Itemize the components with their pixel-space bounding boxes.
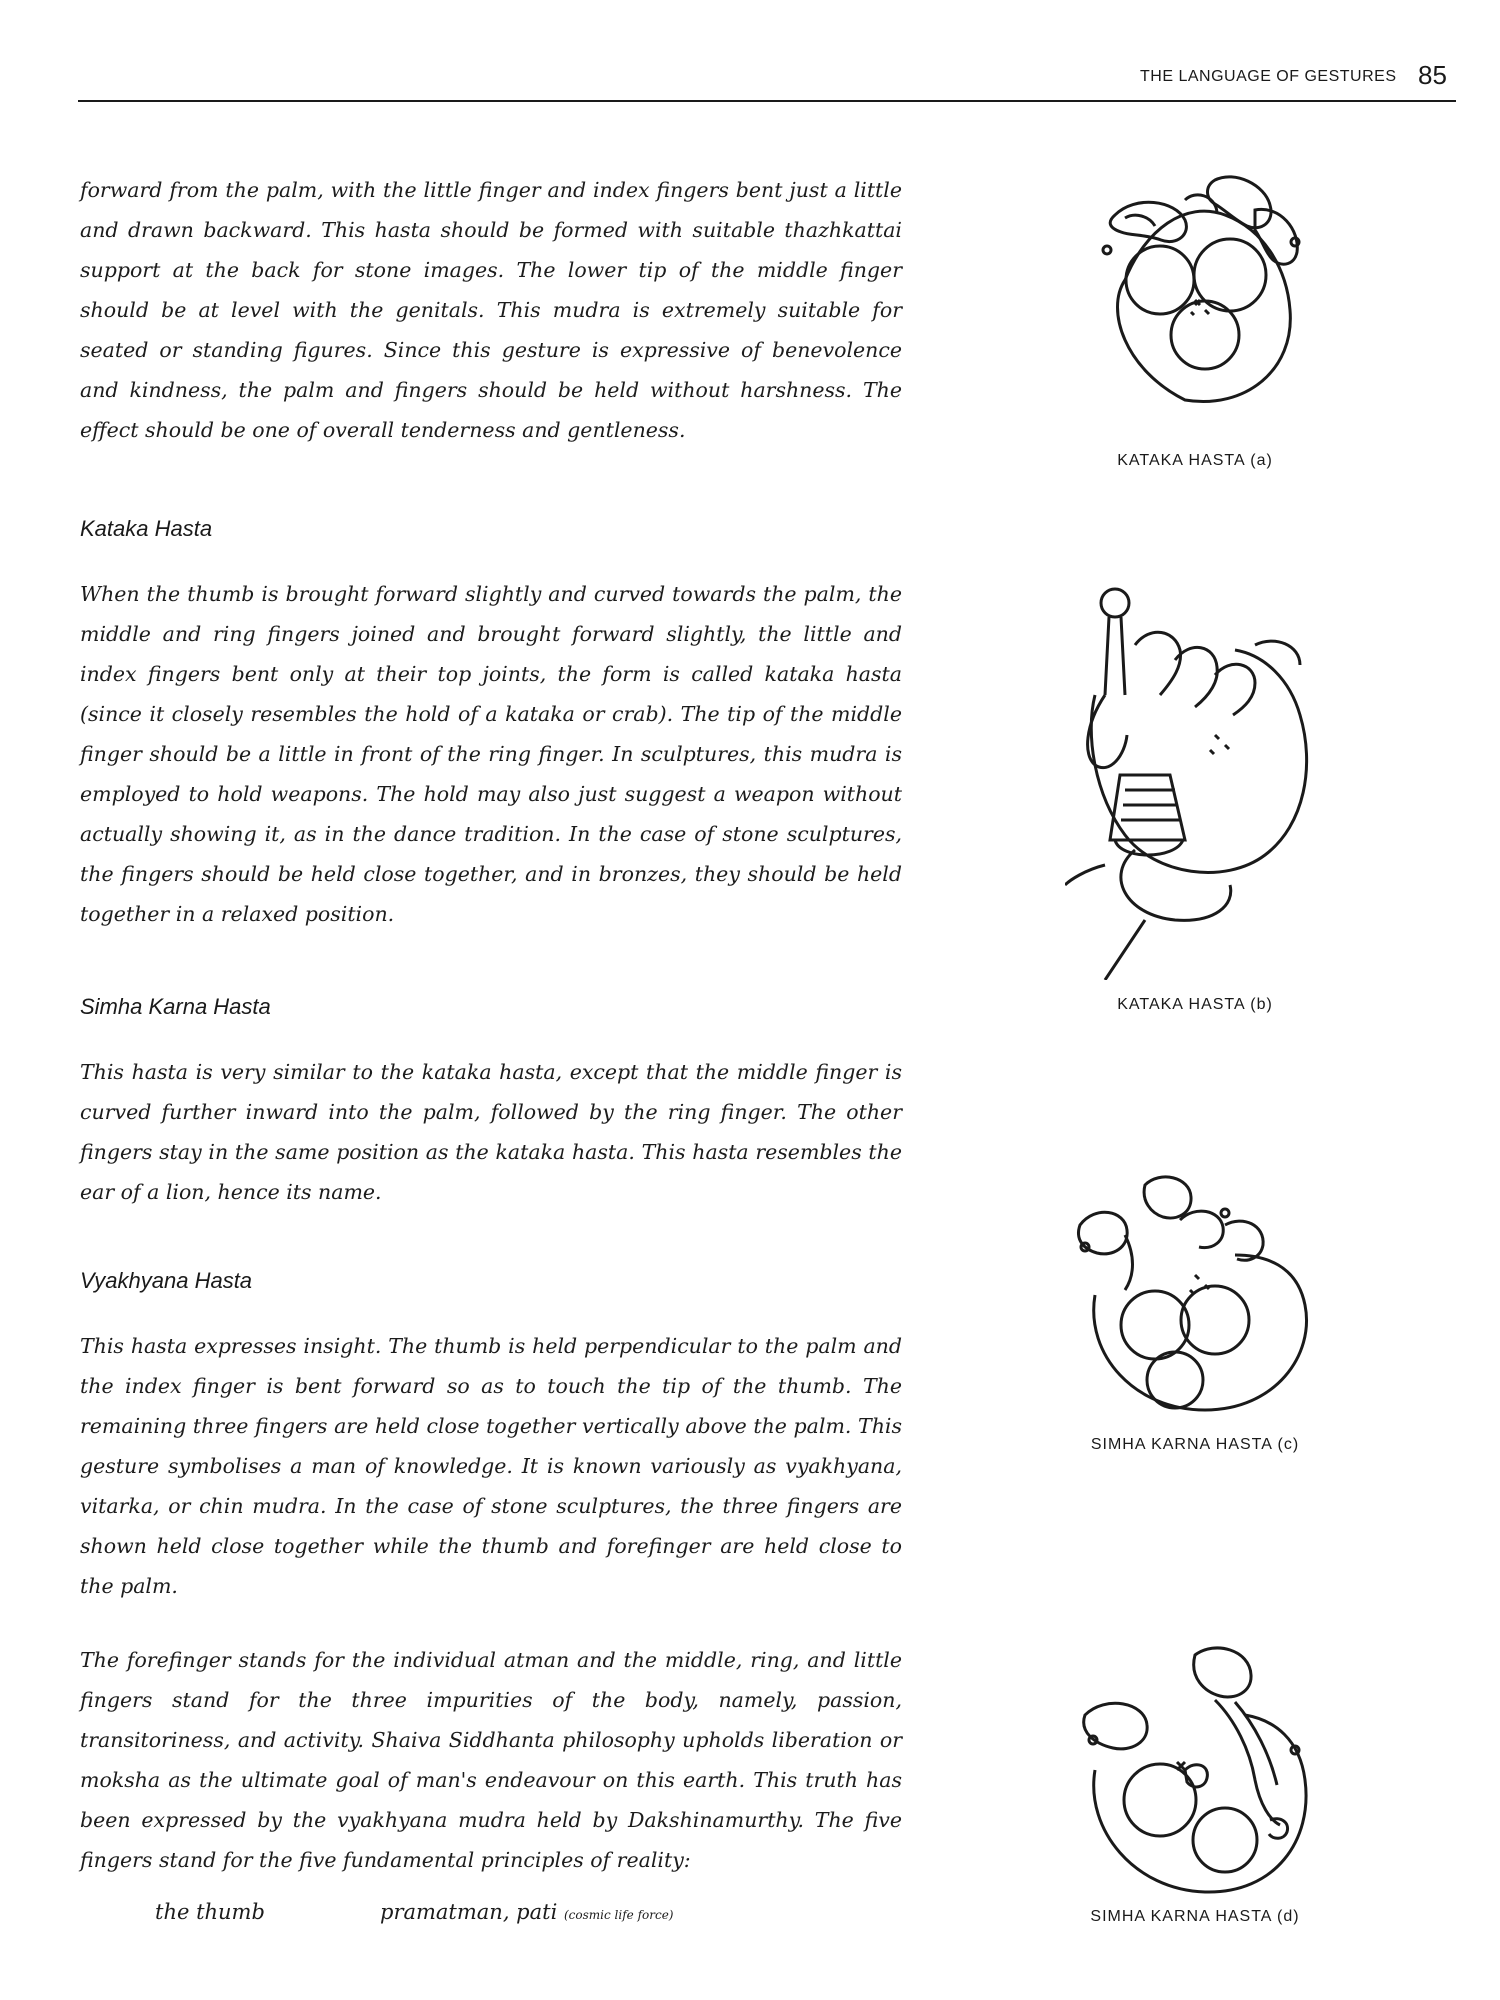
- body-paragraph: The forefinger stands for the individual atman and the middle, ring, and little fingers stand for the three impurities of the body, namely, passion, transitoriness, and activity. Shaiva Siddhanta philosophy upholds liberation or moksha as the ultimate goal of man's endeavour on this earth. This truth has been expressed by the vyakhyana mudra held by Dakshinamurthy. The five fingers stand for the five fundamental principles of reality:: [80, 1648, 902, 1872]
- running-head: THE LANGUAGE OF GESTURES: [1140, 68, 1397, 85]
- section-heading-simha: [80, 994, 902, 1020]
- heading-vyakhyana-hasta: Vyakhyana Hasta: [80, 1268, 253, 1293]
- caption-kataka-a: KATAKA HASTA (a): [1117, 452, 1273, 469]
- principle-note: (cosmic life force): [564, 1908, 674, 1922]
- simha-karna-hasta-c-icon: [1065, 1155, 1325, 1415]
- figure-kataka-b: [1040, 585, 1350, 980]
- caption-simha-c: SIMHA KARNA HASTA (c): [1090, 1436, 1300, 1453]
- principle-meaning: pramatman, pati: [380, 1900, 558, 1924]
- kataka-hasta-a-icon: [1065, 160, 1325, 420]
- body-paragraph: This hasta is very similar to the kataka hasta, except that the middle finger is curved further inward into the palm, followed by the ring finger. The other fingers stay in the same position as the kataka hasta. This hasta resembles the ear of a lion, hence its name.: [80, 1060, 902, 1204]
- figure-simha-c: [1040, 1155, 1350, 1415]
- principle-meaning-wrap: [380, 1900, 673, 1924]
- paragraph-simha: [80, 1052, 902, 1212]
- principle-finger: the thumb: [155, 1900, 265, 1924]
- paragraph-kataka: [80, 574, 902, 934]
- body-paragraph: This hasta expresses insight. The thumb is held perpendicular to the palm and the index finger is bent forward so as to touch the tip of the thumb. The remaining three fingers are held close together vertically above the palm. This gesture symbolises a man of knowledge. It is known variously as vyakhyana, vitarka, or chin mudra. In the case of stone sculptures, the three fingers are shown held close together while the thumb and forefinger are held close to the palm.: [80, 1334, 902, 1598]
- caption-simha-d: SIMHA KARNA HASTA (d): [1090, 1908, 1300, 1925]
- header-rule: [78, 100, 1456, 102]
- paragraph-varada-continuation: [80, 170, 902, 450]
- paragraph-vyakhyana: [80, 1326, 902, 1606]
- kataka-hasta-b-icon: [1065, 585, 1325, 980]
- paragraph-five-fingers: [80, 1640, 902, 1880]
- caption-kataka-b: KATAKA HASTA (b): [1117, 996, 1273, 1013]
- figure-kataka-a: [1040, 160, 1350, 420]
- figure-simha-d: [1040, 1640, 1350, 1900]
- heading-kataka-hasta: Kataka Hasta: [80, 516, 213, 541]
- body-paragraph: forward from the palm, with the little finger and index fingers bent just a little and drawn backward. This hasta should be formed with suitable thazhkattai support at the back for stone images. The lower tip of the middle finger should be at level with the genitals. This mudra is extremely suitable for seated or standing figures. Since this gesture is expressive of benevolence and kindness, the palm and fingers should be held without harshness. The effect should be one of overall tenderness and gentleness.: [80, 178, 902, 442]
- page-number: 85: [1418, 60, 1447, 90]
- section-heading-kataka: [80, 516, 902, 542]
- simha-karna-hasta-d-icon: [1065, 1640, 1325, 1900]
- heading-simha-karna-hasta: Simha Karna Hasta: [80, 994, 271, 1019]
- body-paragraph: When the thumb is brought forward slightly and curved towards the palm, the middle and ring fingers joined and brought forward slightly, the little and index fingers bent only at their top joints, the form is called kataka hasta (since it closely resembles the hold of a kataka or crab). The tip of the middle finger should be a little in front of the ring finger. In sculptures, this mudra is employed to hold weapons. The hold may also just suggest a weapon without actually showing it, as in the dance tradition. In the case of stone sculptures, the fingers should be held close together, and in bronzes, they should be held together in a relaxed position.: [80, 582, 902, 926]
- section-heading-vyakhyana: [80, 1268, 902, 1294]
